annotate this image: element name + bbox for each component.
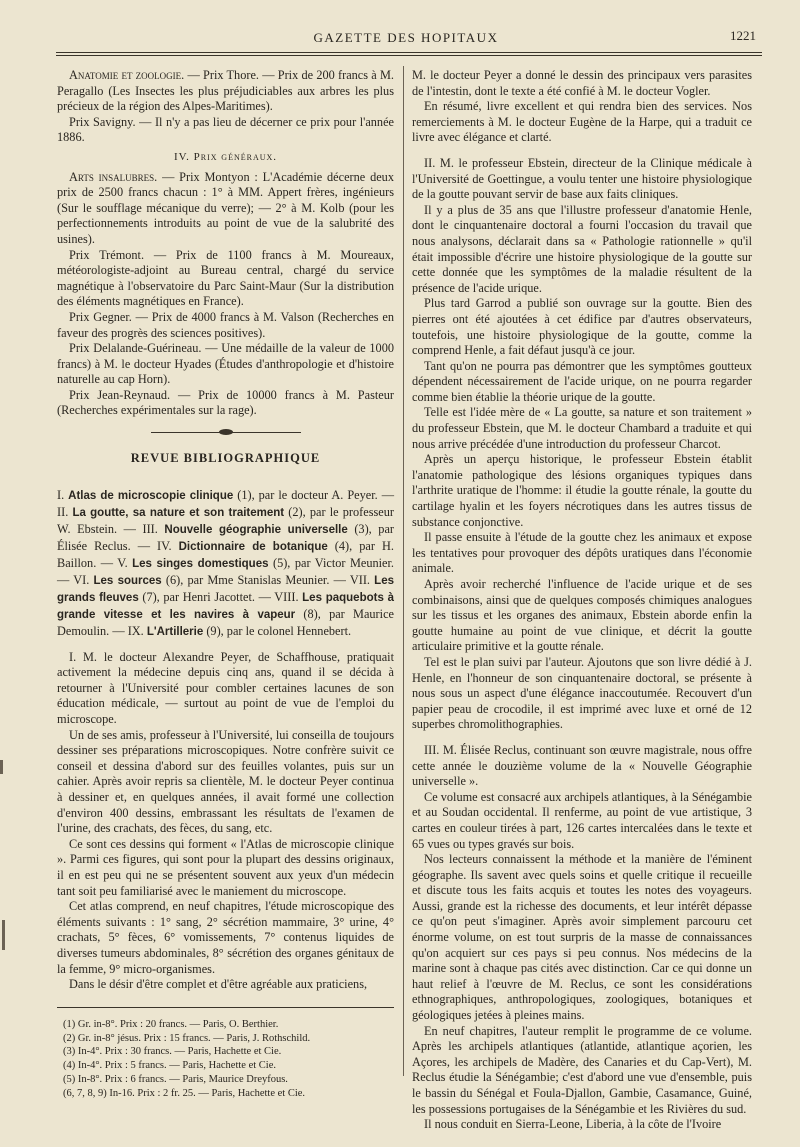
paragraph-savigny: Prix Savigny. — Il n'y a pas lieu de décerner ce prix pour l'année 1886. — [57, 114, 394, 145]
bibliography-summary: I. Atlas de microscopie clinique (1), par le docteur A. Peyer. — II. La goutte, sa nature et son traitement (2), par le professeur W. Ebstein. — III. Nouvelle géographie universelle (3), par Élisée Reclus. — IV. Dictionnaire de botanique (4), par H. Baillon. — V. Les singes domestiques (5), par Victor Meunier. — VI. Les sources (6), par Mme Stanislas Meunier. — VII. Les grands fleuves (7), par Henri Jacottet. — VIII. Les paquebots à grande vitesse et les navires à vapeur (8), par Maurice Demoulin. — IX. L'Artillerie (9), par le colonel Hennebert. — [57, 487, 395, 638]
paragraph-tremont: Prix Trémont. — Prix de 1100 francs à M. Moureaux, météorologiste-adjoint au Bureau central, chargé du service magnétique à l'observatoire du Parc Saint-Maur (Sur la distribution des éléments magnétiques en France). — [57, 247, 394, 309]
rubric-text: — Prix Montyon : L'Académie décerne deux prix de 2500 francs chacun : 1° à MM. Appert frères, ingénieurs (Sur le soufflage mécanique du verre); — 2° à M. Kolb (pour les perfectionnements introduits au point de vue de la salubrité des usines). — [57, 169, 394, 246]
paragraph: Telle est l'idée mère de « La goutte, sa nature et son traitement » du professeur Ebstein, que M. le docteur Chambard a traduite et qui nous arrive précédée d'une introduction du professeur Charcot. — [412, 405, 752, 451]
rubric-text: — Prix Thore. — Prix de 200 francs à M. Peragallo (Les Insectes les plus préjudiciables aux arbres les plus précieux de la région des Alpes-Maritimes). — [57, 68, 394, 114]
margin-mark — [2, 920, 5, 950]
footnote: (2) Gr. in-8° jésus. Prix : 15 francs. — Paris, J. Rothschild. — [63, 1032, 311, 1044]
section-heading: IV. Prix généraux. — [173, 150, 278, 163]
paragraph: En résumé, livre excellent et qui rendra bien des services. Nos remerciements à M. le docteur Eugène de la Harpe, qui a traduit ce livre avec élégance et clarté. — [412, 99, 752, 145]
paragraph-anatomie — [57, 68, 394, 115]
page-header — [56, 26, 756, 50]
paragraph-reynaud: Prix Jean-Reynaud. — Prix de 10000 francs à M. Pasteur (Recherches expérimentales sur la rage). — [57, 387, 394, 418]
paragraph-delalande: Prix Delalande-Guérineau. — Une médaille de la valeur de 1000 francs) à M. le docteur Hyades (Études d'anthropologie et d'histoire naturelle au cap Horn). — [57, 341, 394, 387]
paragraph: Il y a plus de 35 ans que l'illustre professeur d'anatomie Henle, dont le cinquantenaire doctoral a fourni l'occasion du travail que nous analysons, déclarait dans sa « Pathologie rationnelle » qu'il était impossible d'écrire une histoire physiologique de la goutte sur cette donnée que les symptômes de la maladie résultent de la présence de l'acide urique. — [412, 202, 752, 295]
footnote: (5) In-8°. Prix : 6 francs. — Paris, Maurice Dreyfous. — [63, 1073, 288, 1085]
paragraph: Tel est le plan suivi par l'auteur. Ajoutons que son livre dédié à J. Henle, en l'honneur de son cinquantenaire doctoral, se présente à nous sous un aspect d'une élégance inaccoutumée. Recouvert d'un papier peau de crocodile, il est imprimé avec luxe et orné de 12 superbes chromolithographies. — [412, 654, 752, 732]
footnote: (1) Gr. in-8°. Prix : 20 francs. — Paris, O. Berthier. — [63, 1018, 279, 1030]
column-divider — [403, 66, 404, 1076]
footnote-rule — [57, 1007, 394, 1008]
paragraph: Plus tard Garrod a publié son ouvrage sur la goutte. Bien des pierres ont été ajoutées à cet édifice par d'autres observateurs, toutefois, une histoire physiologique de la goutte, comme la comprend Henle, a fait défaut jusqu'à ce jour. — [412, 296, 752, 358]
paragraph-arts — [57, 170, 394, 248]
paragraph-gegner: Prix Gegner. — Prix de 4000 francs à M. Valson (Recherches en faveur des progrès des sciences positives). — [57, 309, 394, 340]
margin-mark — [0, 760, 3, 774]
paragraph: III. M. Élisée Reclus, continuant son œuvre magistrale, nous offre cette année le douzième volume de la « Nouvelle Géographie universelle ». — [412, 742, 752, 789]
rubric-lead: Anatomie et zoologie. — [69, 68, 185, 82]
paragraph: Ce volume est consacré aux archipels atlantiques, à la Sénégambie et au Soudan occidental. Il renferme, au point de vue artistique, 3 cartes en couleur tirées à part, 126 cartes intercalées dans le texte et 65 vues ou types gravés sur bois. — [412, 789, 752, 851]
paragraph: Nos lecteurs connaissent la méthode et la manière de l'éminent géographe. Ils savent avec quels soins et quelle critique il recueille et discute tous les faits acquis et toutes les notes des voyageurs. Aussi, grande est la richesse des documents, et leur intérêt dépasse ce qu'on peut s'imaginer. Après avoir simplement parcouru cet énorme volume, on est tout surpris de la masse de connaissances qu'on acquiert sur ces pays si peu connus. Nos médecins de la marine sont à chaque pas cités avec distinction. Car ce qui donne un haut relief à l'œuvre de M. Reclus, ce sont les considérations ethnographiques, anthropologiques, zoologiques, botaniques et géologiques jetées à pleines mains. — [412, 852, 752, 1023]
newspaper-title: GAZETTE DES HOPITAUX — [313, 30, 499, 45]
paragraph: En neuf chapitres, l'auteur remplit le programme de ce volume. Après les archipels atlantiques (atlantide, atlantique açorien, les Açores, les archipels de Madère, des Canaries et du Cap-Vert), M. Reclus étudie la Sénégambie; c'est d'abord une vue d'ensemble, puis le bassin du Sénégal et Foula-Djallon, Gambie, Casamance, Guiné, les possessions portugaises de la Sénégambie et les Rivières du sud. — [412, 1023, 752, 1116]
paragraph: Ce sont ces dessins qui forment « l'Atlas de microscopie clinique ». Parmi ces figures, qui sont pour la plupart des dessins originaux, il en est peu qui ne se présentent souvent aux yeux d'un médecin tant soit peu familiarisé avec le maniement du microscope. — [57, 836, 394, 898]
footnote: (3) In-4°. Prix : 30 francs. — Paris, Hachette et Cie. — [63, 1046, 282, 1058]
footnote: (4) In-4°. Prix : 5 francs. — Paris, Hachette et Cie. — [63, 1060, 276, 1072]
right-column — [412, 68, 752, 1133]
paragraph: Dans le désir d'être complet et d'être agréable aux praticiens, — [69, 977, 368, 992]
header-rule — [56, 52, 762, 56]
paragraph: Tant qu'on ne pourra pas démontrer que les symptômes goutteux dépendent nécessairement de l'acide urique, on ne pourra regarder comme bien établie la théorie urique de la goutte. — [412, 358, 752, 404]
left-column — [57, 68, 394, 1101]
paragraph: Il passe ensuite à l'étude de la goutte chez les animaux et expose les tentatives pour provoquer des dépôts uratiques dans l'économie animale. — [412, 530, 752, 576]
rubric-lead: Arts insalubres. — [69, 169, 158, 184]
paragraph: Cet atlas comprend, en neuf chapitres, l'étude microscopique des éléments suivants : 1° sang, 2° sécrétion mammaire, 3° urine, 4° crachats, 5° fèces, 6° vomissements, 7° contenus liquides de diverses tumeurs abdominales, 8° sécrétion des organes génitaux de la femme, 9° micro-organismes. — [57, 899, 394, 976]
paragraph: Après un aperçu historique, le professeur Ebstein établit l'anatomie pathologique des lésions organiques typiques dans l'arthrite uratique de l'homme: il étudie la goutte rénale, la goutte du cartilage hyalin et les foyers nécrotiques dans les autres tissus de substance conjonctive. — [412, 452, 752, 529]
paragraph: II. M. le professeur Ebstein, directeur de la Clinique médicale à l'Université de Goettingue, a voulu tenter une histoire physiologique de la goutte pouvant servir de base aux faits cliniques. — [412, 155, 752, 202]
footnote: (6, 7, 8, 9) In-16. Prix : 2 fr. 25. — Paris, Hachette et Cie. — [63, 1087, 306, 1099]
paragraph: Après avoir recherché l'influence de l'acide urique et de ses combinaisons, ainsi que de quelques composés chimiques analogues sur les tissus et les organes des animaux, Ebstein aborde enfin la goutte humaine au point de vue clinique, et décrit la goutte articulaire primitive et la goutte rénale. — [412, 577, 752, 654]
footnotes — [57, 1018, 394, 1101]
paragraph: Un de ses amis, professeur à l'Université, lui conseilla de toujours dessiner ses préparations microscopiques. Notre confrère suivit ce conseil et dessina d'abord sur des feuilles volantes, puis sur un cahier. Après avoir repris sa clientèle, M. le docteur Peyer continua à dessiner et, en quelques années, il avait formé une collection d'environ 400 dessins, embrassant les résultats de l'examen de l'urine, des crachats, des fèces, du sang, etc. — [57, 727, 394, 836]
ornament-divider — [151, 429, 301, 437]
section-title-revue: REVUE BIBLIOGRAPHIQUE — [130, 451, 321, 466]
paragraph: I. M. le docteur Alexandre Peyer, de Schaffhouse, pratiquait activement la médecine depuis cinq ans, quand il se décida à retourner à l'Université pour combler certaines lacunes de son éducation médicale, — surtout au point de vue de l'emploi du microscope. — [57, 649, 394, 727]
paragraph: Il nous conduit en Sierra-Leone, Liberia, à la côte de l'Ivoire — [424, 1117, 722, 1132]
page-number: 1221 — [730, 28, 756, 43]
paragraph: M. le docteur Peyer a donné le dessin des principaux vers parasites de l'intestin, dont le texte a été confié à M. le docteur Vogler. — [412, 68, 752, 98]
